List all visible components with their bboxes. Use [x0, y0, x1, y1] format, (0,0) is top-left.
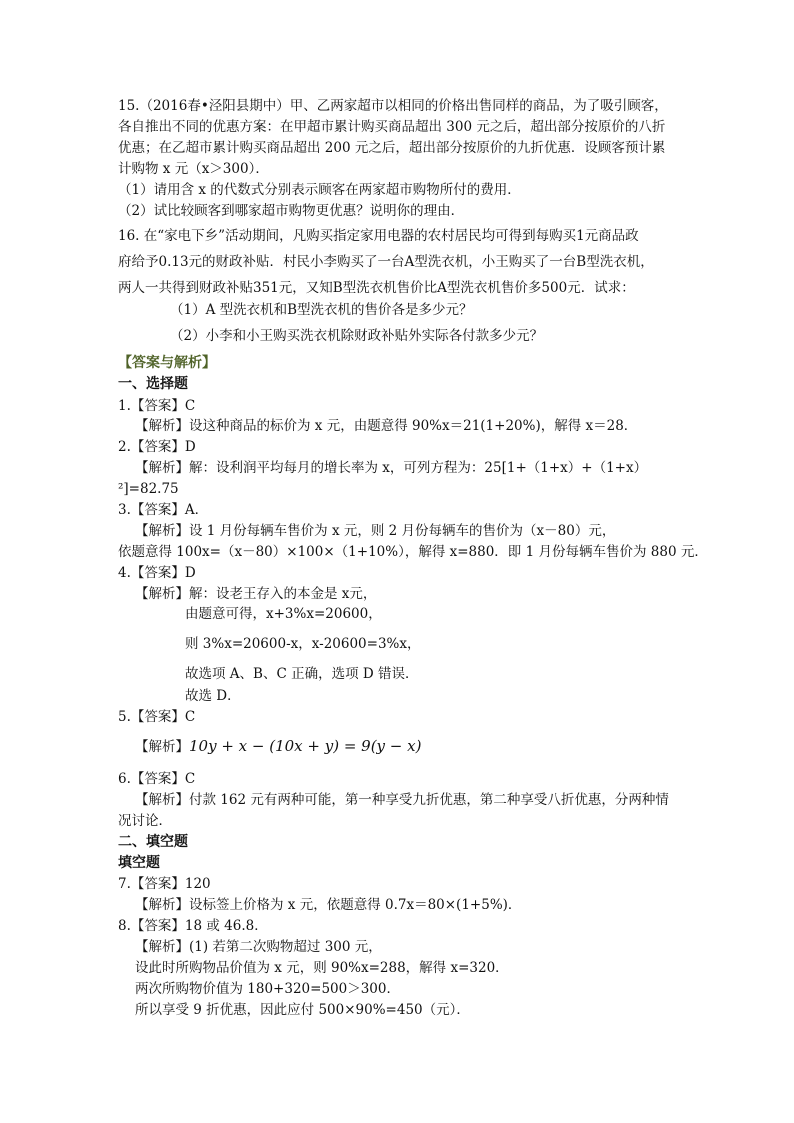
- explanation-4-line-4: 故选项 A、B、C 正确，选项 D 错误．: [185, 666, 419, 682]
- section-choice-heading: 一、选择题: [118, 376, 188, 392]
- explanation-4-line-5: 故选 D．: [185, 688, 241, 704]
- explanation-7: 【解析】设标签上价格为 x 元，依题意得 0.7x＝80×(1+5%)．: [135, 897, 522, 913]
- p16-line-5: （2）小李和小王购买洗衣机除财政补贴外实际各付款多少元？: [170, 328, 544, 344]
- p16-line-2: 府给予0.13元的财政补贴．村民小李购买了一台A型洗衣机，小王购买了一台B型洗衣机，: [118, 254, 654, 270]
- p15-line-5: （1）请用含 x 的代数式分别表示顾客在两家超市购物所付的费用．: [118, 182, 521, 198]
- p15-line-6: （2）试比较顾客到哪家超市购物更优惠？说明你的理由．: [118, 203, 465, 219]
- explanation-3-line-1: 【解析】设 1 月份每辆车售价为 x 元，则 2 月份每辆车的售价为（x－80）元，: [135, 523, 616, 539]
- answer-8: 8.【答案】18 或 46.8．: [118, 918, 268, 934]
- p16-line-4: （1）A 型洗衣机和B型洗衣机的售价各是多少元？: [170, 302, 473, 318]
- explanation-8-line-1: 【解析】(1) 若第二次购物超过 300 元，: [135, 939, 382, 955]
- p16-line-3: 两人一共得到财政补贴351元，又知B型洗衣机售价比A型洗衣机售价多500元．试求：: [118, 280, 635, 296]
- explanation-2-line-1: 【解析】解：设利润平均每月的增长率为 x，可列方程为：25[1+（1+x）+（1+x）: [135, 460, 648, 476]
- explanation-4-line-1: 【解析】解：设老王存入的本金是 x元，: [135, 586, 377, 602]
- answer-1: 1.【答案】C: [118, 398, 196, 414]
- answer-6: 6.【答案】C: [118, 771, 196, 787]
- answers-heading: 【答案与解析】: [118, 355, 216, 371]
- explanation-3-line-2: 依题意得 100x=（x－80）×100×（1+10%），解得 x=880．即 1 月份每辆车售价为 880 元．: [118, 544, 708, 560]
- explanation-5: [135, 736, 421, 757]
- p16-line-1: 16. 在“家电下乡”活动期间，凡购买指定家用电器的农村居民均可得到每购买1元商品政: [118, 228, 639, 244]
- explanation-5-formula: 10y + x − (10x + y) = 9(y − x): [189, 737, 422, 755]
- p15-line-2: 各自推出不同的优惠方案：在甲超市累计购买商品超出 300 元之后，超出部分按原价的八折: [118, 119, 666, 135]
- explanation-4-line-3: 则 3%x=20600-x，x-20600=3%x，: [185, 636, 421, 652]
- explanation-1: 【解析】设这种商品的标价为 x 元，由题意得 90%x＝21(1+20%)，解得 x＝28．: [135, 418, 638, 434]
- p15-line-3: 优惠；在乙超市累计购买商品超出 200 元之后，超出部分按原价的九折优惠．设顾客预计累: [118, 140, 666, 156]
- p15-line-4: 计购物 x 元（x＞300）．: [118, 161, 269, 177]
- answer-4: 4.【答案】D: [118, 565, 196, 581]
- explanation-8-line-2: 设此时所购物品价值为 x 元，则 90%x=288，解得 x=320．: [135, 960, 509, 976]
- explanation-6-line-1: 【解析】付款 162 元有两种可能，第一种享受九折优惠，第二种享受八折优惠，分两种情: [135, 792, 669, 808]
- explanation-4-line-2: 由题意可得，x+3%x=20600，: [185, 606, 382, 622]
- answer-5: 5.【答案】C: [118, 709, 196, 725]
- explanation-5-label: 【解析】: [135, 739, 189, 755]
- p15-line-1: 15.（2016春•泾阳县期中）甲、乙两家超市以相同的价格出售同样的商品，为了吸引顾客，: [118, 98, 668, 114]
- explanation-2-line-2: ²]=82.75: [118, 481, 179, 497]
- explanation-6-line-2: 况讨论．: [118, 813, 172, 829]
- answer-2: 2.【答案】D: [118, 439, 196, 455]
- section-fill-heading: 二、填空题: [118, 834, 188, 850]
- explanation-8-line-4: 所以享受 9 折优惠，因此应付 500×90%=450（元）．: [135, 1002, 470, 1018]
- explanation-8-line-3: 两次所购物价值为 180+320=500＞300．: [135, 981, 400, 997]
- answer-7: 7.【答案】120: [118, 876, 211, 892]
- answer-3: 3.【答案】A．: [118, 502, 209, 518]
- section-fill-subheading: 填空题: [118, 855, 160, 871]
